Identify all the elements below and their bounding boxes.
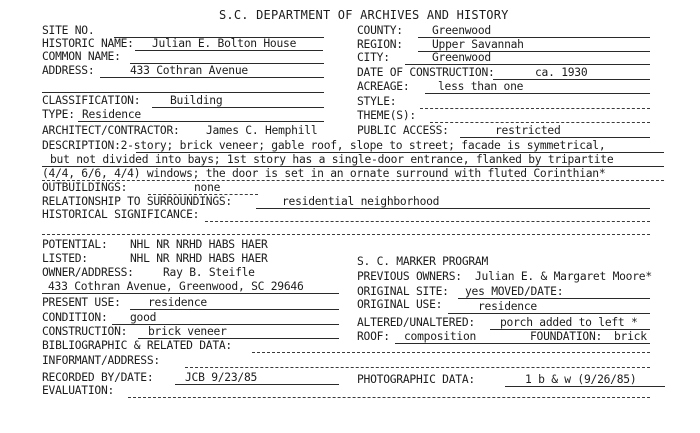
description-line-1: DESCRIPTION:2-story; brick veneer; gable roof, slope to street; facade is symmetrical, [42,139,606,152]
card-header: S.C. DEPARTMENT OF ARCHIVES AND HISTORY [219,8,509,22]
recorded-value: JCB 9/23/85 [185,371,258,384]
potential-label: POTENTIAL: [42,238,108,251]
city-label: CITY: [357,51,390,64]
common-name-label: COMMON NAME: [42,50,121,63]
description-line-2: but not divided into bays; 1st story has a single-door entrance, flanked by tripartite [50,153,614,166]
informant-label: INFORMANT/ADDRESS: [42,354,160,367]
roof-label: ROOF: [357,330,390,343]
construction-label: CONSTRUCTION: [42,325,128,338]
listed-options: NHL NR NRHD HABS HAER [130,252,268,265]
relationship-label: RELATIONSHIP TO SURROUNDINGS: [42,195,232,208]
city-value: Greenwood [432,51,491,64]
original-site-label: ORIGINAL SITE: [357,285,449,298]
original-site-line [458,298,650,299]
historic-name-line [135,50,323,51]
theme-line [430,122,650,123]
condition-value: good [130,311,157,324]
present-use-label: PRESENT USE: [42,296,121,309]
historical-significance-label: HISTORICAL SIGNIFICANCE: [42,208,200,221]
altered-label: ALTERED/UNALTERED: [357,316,475,329]
address-label: ADDRESS: [42,64,95,77]
style-line [420,108,650,109]
type-value: Residence [82,108,141,121]
construction-value: brick veneer [148,325,227,338]
region-label: REGION: [357,38,403,51]
historical-significance-line [205,221,650,222]
classification-value: Building [170,94,223,107]
city-line [405,64,650,65]
classification-label: CLASSIFICATION: [42,94,141,107]
altered-value: porch added to left * [500,316,638,329]
description-line-3: (4/4, 6/6, 4/4) windows; the door is set in an ornate surround with fluted Corinthian* [42,167,606,180]
classification-line [152,107,324,108]
roof-value: composition [404,330,477,343]
outbuildings-label: OUTBUILDINGS: [42,181,128,194]
outbuildings-value: none [194,181,221,194]
owner-address-line [42,293,339,294]
style-label: STYLE: [357,95,397,108]
owner-address: 433 Cothran Avenue, Greenwood, SC 29646 [48,280,304,293]
foundation-value: brick [614,330,647,343]
previous-owners-value: Julian E. & Margaret Moore* [475,270,652,283]
foundation-label: FOUNDATION: [530,330,603,343]
site-no-label: SITE NO. [42,24,95,37]
owner-label: OWNER/ADDRESS: [42,266,134,279]
region-value: Upper Savannah [432,38,524,51]
present-use-line [130,309,339,310]
architect-value: James C. Hemphill [206,124,318,137]
original-use-line [448,313,650,314]
acreage-value: less than one [438,80,524,93]
bibliographic-label: BIBLIOGRAPHIC & RELATED DATA: [42,339,232,352]
historical-significance-line-2 [42,234,650,235]
evaluation-line [128,397,650,398]
original-use-value: residence [478,300,537,313]
roof-line [395,343,650,344]
previous-owners-label: PREVIOUS OWNERS: [357,270,462,283]
recorded-line [175,384,339,385]
county-value: Greenwood [432,24,491,37]
acreage-label: ACREAGE: [357,80,410,93]
photo-value: 1 b & w (9/26/85) [525,373,637,386]
condition-label: CONDITION: [42,311,108,324]
public-access-line [460,137,650,138]
type-label: TYPE: [42,108,75,121]
original-site-value: yes MOVED/DATE: [465,285,564,298]
bibliographic-line [252,352,650,353]
description-rule-3 [42,180,664,181]
county-label: COUNTY: [357,24,403,37]
present-use-value: residence [148,296,207,309]
historic-name-label: HISTORIC NAME: [42,37,134,50]
relationship-line [256,208,650,209]
address-line [100,77,324,78]
photo-line [505,386,665,387]
type-line [78,121,324,122]
marker-program: S. C. MARKER PROGRAM [357,255,489,268]
evaluation-label: EVALUATION: [42,384,115,397]
address-value: 433 Cothran Avenue [130,64,248,77]
recorded-label: RECORDED BY/DATE: [42,371,154,384]
listed-label: LISTED: [42,252,88,265]
architect-label: ARCHITECT/CONTRACTOR: [42,124,180,137]
left-divider [42,92,324,93]
informant-line [185,367,650,368]
potential-options: NHL NR NRHD HABS HAER [130,238,268,251]
photo-label: PHOTOGRAPHIC DATA: [357,373,475,386]
public-access-value: restricted [495,124,561,137]
date-label: DATE OF CONSTRUCTION: [357,66,495,79]
original-use-label: ORIGINAL USE: [357,298,443,311]
date-value: ca. 1930 [535,66,588,79]
acreage-line [425,93,650,94]
owner-value: Ray B. Steifle [163,266,255,279]
theme-label: THEME(S): [357,109,416,122]
historic-name-value: Julian E. Bolton House [152,37,297,50]
relationship-value: residential neighborhood [282,195,440,208]
public-access-label: PUBLIC ACCESS: [357,124,449,137]
